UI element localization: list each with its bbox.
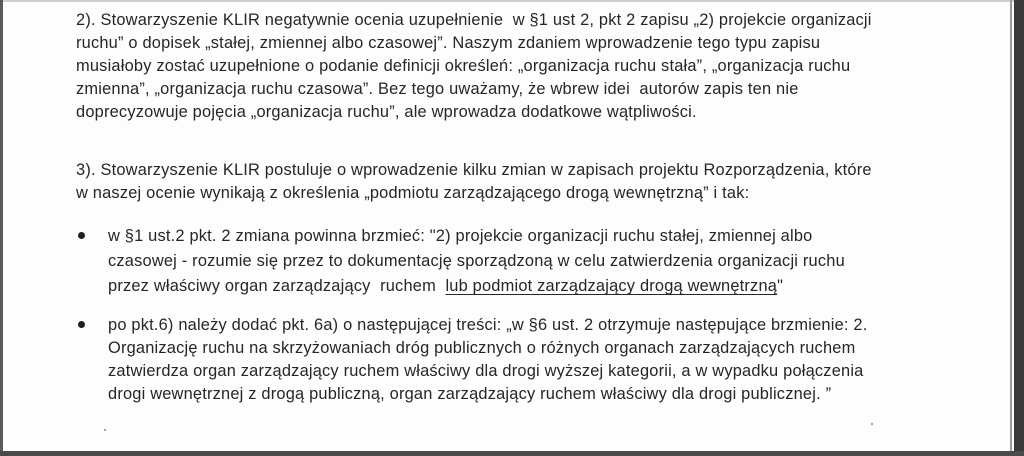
paragraph-3-line: w naszej ocenie wynikają z określenia „podmiotu zarządzającego drogą wewnętrzną” i tak:: [76, 184, 750, 202]
bullet-icon: [78, 232, 85, 239]
list-item-line: po pkt.6) należy dodać pkt. 6a) o następującej treści: „w §6 ust. 2 otrzymuje następujące brzmienie: 2.: [108, 316, 868, 334]
list-item-line: [108, 276, 783, 298]
closing-quote: ": [777, 277, 784, 295]
underlined-phrase: lub podmiot zarządzający drogą wewnętrzną: [445, 277, 778, 295]
scan-border-bottom: [0, 451, 1024, 456]
paragraph-3-line: 3). Stowarzyszenie KLIR postuluje o wprowadzenie kilku zmian w zapisach projektu Rozporządzenia, które: [76, 161, 872, 179]
list-item-line: czasowej - rozumie się przez to dokumentację sporządzoną w celu zatwierdzenia organizacji ruchu: [108, 252, 845, 270]
list-item-text: przez właściwy organ zarządzający ruchem: [108, 277, 446, 295]
paragraph-2-line: ruchu” o dopisek „stałej, zmiennej albo czasowej”. Naszym zdaniem wprowadzenie tego typu zapisu: [76, 34, 821, 52]
bullet-icon: [78, 321, 85, 328]
paragraph-2-line: zmienna”, „organizacja ruchu czasowa”. Bez tego uważamy, że wbrew idei autorów zapis ten nie: [76, 80, 799, 98]
scan-border-right-inner: [1010, 0, 1012, 456]
list-item-line: w §1 ust.2 pkt. 2 zmiana powinna brzmieć: "2) projekcie organizacji ruchu stałej, zmiennej albo: [108, 227, 813, 245]
scan-border-left: [0, 0, 3, 456]
list-item-line: drogi wewnętrznej z drogą publiczną, organ zarządzający ruchem właściwy dla drogi publicznej. ”: [108, 385, 832, 403]
paragraph-2-line: musiałoby zostać uzupełnione o podanie definicji określeń: „organizacja ruchu stała”, „organizacja ruchu: [76, 57, 851, 75]
scan-border-right: [1014, 0, 1024, 456]
scan-speck: [871, 423, 873, 425]
scan-speck: [104, 429, 106, 431]
list-item-line: Organizację ruchu na skrzyżowaniach dróg publicznych o różnych organach zarządzających ruchem: [108, 339, 856, 357]
scan-border-top: [0, 0, 1024, 2]
paragraph-2-line: 2). Stowarzyszenie KLIR negatywnie ocenia uzupełnienie w §1 ust 2, pkt 2 zapisu „2) projekcie organizacji: [76, 11, 872, 29]
paragraph-2-line: doprecyzowuje pojęcia „organizacja ruchu”, ale wprowadza dodatkowe wątpliwości.: [76, 103, 697, 121]
list-item-line: zatwierdza organ zarządzający ruchem właściwy dla drogi wyższej kategorii, a w wypadku połączenia: [108, 362, 864, 380]
